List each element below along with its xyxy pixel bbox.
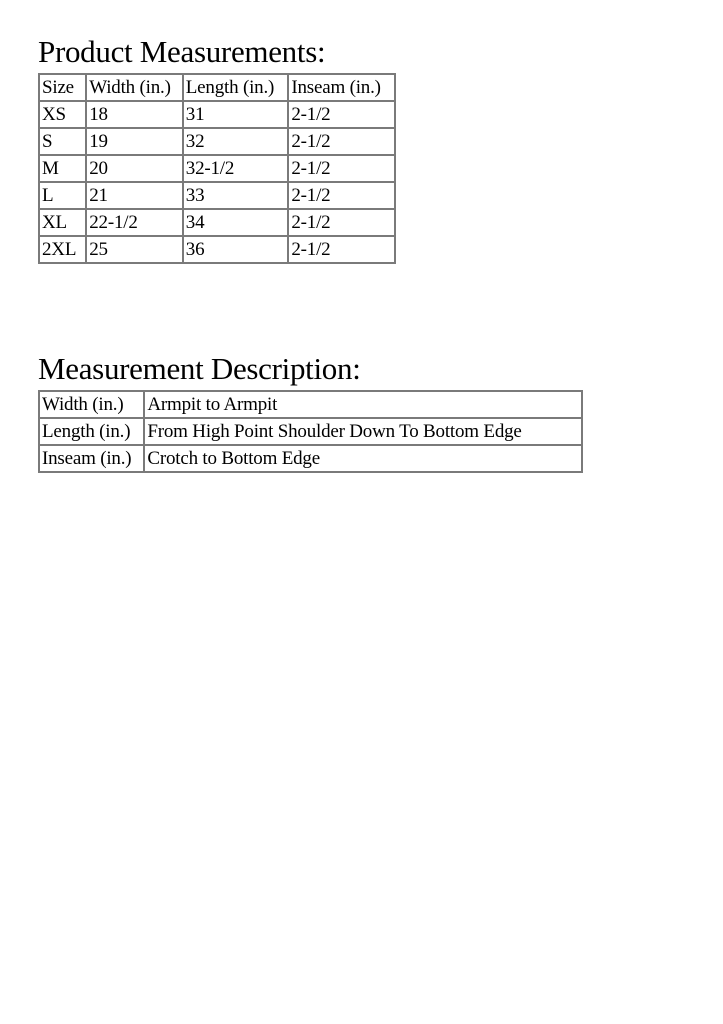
measure-name-cell: Length (in.): [39, 418, 144, 445]
table-row: [39, 236, 395, 263]
inseam-cell: 2-1/2: [288, 182, 395, 209]
measure-name-cell: Inseam (in.): [39, 445, 144, 472]
length-cell: 36: [183, 236, 289, 263]
table-row: [39, 155, 395, 182]
inseam-cell: 2-1/2: [288, 209, 395, 236]
measure-description-cell: Armpit to Armpit: [144, 391, 582, 418]
table-row: [39, 182, 395, 209]
width-cell: 22-1/2: [86, 209, 183, 236]
length-cell: 32-1/2: [183, 155, 289, 182]
size-cell: L: [39, 182, 86, 209]
width-cell: 21: [86, 182, 183, 209]
inseam-cell: 2-1/2: [288, 155, 395, 182]
size-cell: M: [39, 155, 86, 182]
table-row: [39, 418, 582, 445]
width-cell: 25: [86, 236, 183, 263]
length-cell: 32: [183, 128, 289, 155]
length-cell: 34: [183, 209, 289, 236]
table-row: [39, 101, 395, 128]
description-table: [38, 390, 583, 473]
width-cell: 19: [86, 128, 183, 155]
length-cell: 33: [183, 182, 289, 209]
width-cell: 20: [86, 155, 183, 182]
table-row: [39, 128, 395, 155]
header-size: Size: [39, 74, 86, 101]
table-row: [39, 391, 582, 418]
size-cell: 2XL: [39, 236, 86, 263]
measurements-table: [38, 73, 396, 264]
inseam-cell: 2-1/2: [288, 101, 395, 128]
header-width: Width (in.): [86, 74, 183, 101]
measure-name-cell: Width (in.): [39, 391, 144, 418]
measure-description-cell: From High Point Shoulder Down To Bottom Edge: [144, 418, 582, 445]
width-cell: 18: [86, 101, 183, 128]
inseam-cell: 2-1/2: [288, 236, 395, 263]
measure-description-cell: Crotch to Bottom Edge: [144, 445, 582, 472]
header-length: Length (in.): [183, 74, 289, 101]
measurement-description-title: Measurement Description:: [38, 351, 361, 386]
table-row: [39, 209, 395, 236]
size-cell: XL: [39, 209, 86, 236]
size-cell: S: [39, 128, 86, 155]
size-cell: XS: [39, 101, 86, 128]
header-inseam: Inseam (in.): [288, 74, 395, 101]
product-measurements-title: Product Measurements:: [38, 34, 326, 69]
inseam-cell: 2-1/2: [288, 128, 395, 155]
length-cell: 31: [183, 101, 289, 128]
table-row: [39, 445, 582, 472]
table-header-row: [39, 74, 395, 101]
